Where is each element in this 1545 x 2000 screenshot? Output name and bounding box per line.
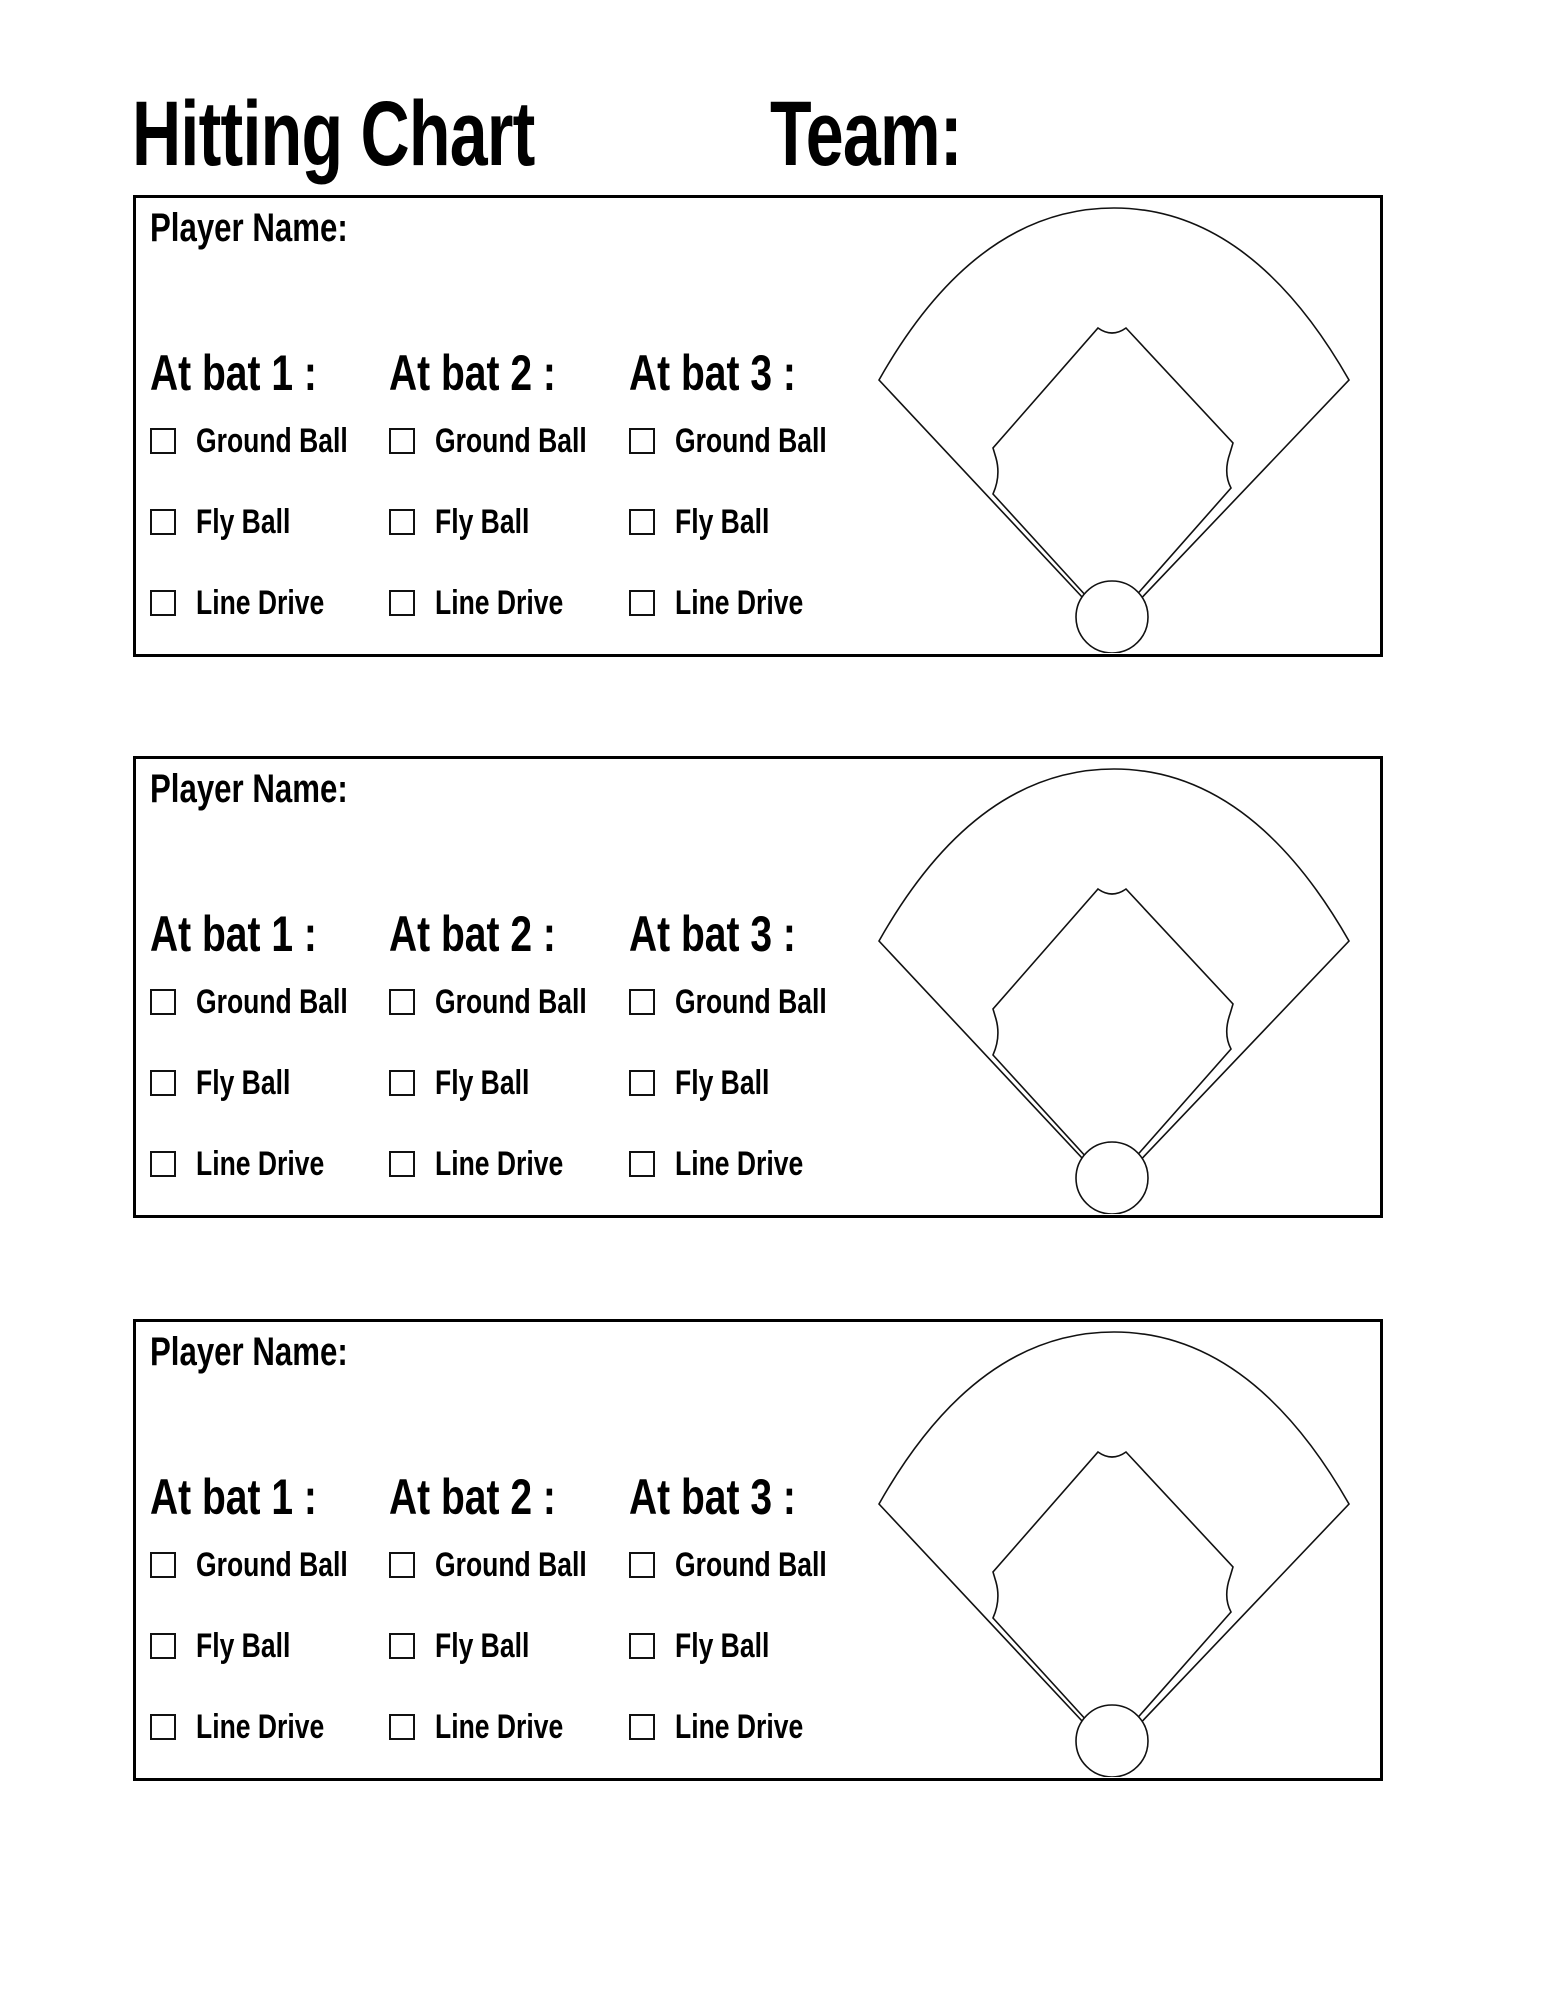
hit-type-option bbox=[150, 424, 391, 458]
player-card bbox=[133, 1319, 1383, 1781]
hit-type-label: Fly Ball bbox=[196, 1627, 291, 1665]
hit-type-label: Fly Ball bbox=[675, 1627, 770, 1665]
at-bat-title: At bat 1 : bbox=[150, 1469, 317, 1525]
hit-type-option bbox=[389, 1629, 556, 1663]
hit-type-checkbox[interactable] bbox=[389, 509, 415, 535]
hit-type-option bbox=[629, 985, 870, 1019]
hit-type-option bbox=[389, 586, 599, 620]
hit-type-checkbox[interactable] bbox=[389, 989, 415, 1015]
hit-type-label: Line Drive bbox=[675, 1145, 804, 1183]
hit-type-label: Fly Ball bbox=[435, 503, 530, 541]
hit-type-checkbox[interactable] bbox=[389, 428, 415, 454]
hit-type-label: Line Drive bbox=[435, 584, 564, 622]
hit-type-option bbox=[389, 1710, 599, 1744]
player-name-label: Player Name: bbox=[150, 767, 348, 811]
hit-type-label: Ground Ball bbox=[196, 983, 348, 1021]
hit-type-checkbox[interactable] bbox=[389, 1714, 415, 1740]
at-bat-group bbox=[150, 345, 380, 622]
hit-type-label: Fly Ball bbox=[675, 503, 770, 541]
hit-type-checkbox[interactable] bbox=[389, 1151, 415, 1177]
hit-type-label: Fly Ball bbox=[196, 503, 291, 541]
hit-type-option bbox=[150, 1066, 317, 1100]
hit-type-label: Fly Ball bbox=[196, 1064, 291, 1102]
hit-type-option bbox=[629, 424, 870, 458]
hit-type-label: Ground Ball bbox=[435, 983, 587, 1021]
hit-type-label: Fly Ball bbox=[675, 1064, 770, 1102]
hit-type-label: Line Drive bbox=[675, 584, 804, 622]
hit-type-checkbox[interactable] bbox=[629, 1070, 655, 1096]
at-bat-group bbox=[150, 906, 380, 1183]
hit-type-label: Ground Ball bbox=[435, 1546, 587, 1584]
at-bat-title: At bat 2 : bbox=[389, 906, 556, 962]
home-plate-circle bbox=[1076, 1142, 1148, 1214]
hit-type-checkbox[interactable] bbox=[389, 590, 415, 616]
player-card bbox=[133, 195, 1383, 657]
at-bat-title: At bat 3 : bbox=[629, 345, 796, 401]
hit-type-label: Line Drive bbox=[196, 1708, 325, 1746]
hit-type-option bbox=[150, 505, 317, 539]
home-plate-circle bbox=[1076, 581, 1148, 653]
at-bat-group bbox=[389, 1469, 619, 1746]
baseball-diamond-icon bbox=[871, 203, 1361, 653]
player-card bbox=[133, 756, 1383, 1218]
at-bat-title: At bat 3 : bbox=[629, 906, 796, 962]
hit-type-option bbox=[629, 1710, 839, 1744]
hit-type-option bbox=[389, 1066, 556, 1100]
player-name-label: Player Name: bbox=[150, 1330, 348, 1374]
hit-type-option bbox=[389, 424, 630, 458]
hit-type-option bbox=[629, 1548, 870, 1582]
hit-type-checkbox[interactable] bbox=[150, 989, 176, 1015]
hit-type-checkbox[interactable] bbox=[389, 1552, 415, 1578]
hit-type-option bbox=[629, 586, 839, 620]
hit-type-checkbox[interactable] bbox=[389, 1633, 415, 1659]
at-bat-group bbox=[629, 1469, 859, 1746]
hit-type-option bbox=[389, 985, 630, 1019]
hit-type-label: Ground Ball bbox=[675, 422, 827, 460]
hit-type-checkbox[interactable] bbox=[150, 1070, 176, 1096]
hit-type-checkbox[interactable] bbox=[629, 509, 655, 535]
hit-type-label: Line Drive bbox=[196, 584, 325, 622]
hit-type-option bbox=[389, 505, 556, 539]
hit-type-option bbox=[629, 505, 796, 539]
hit-type-checkbox[interactable] bbox=[629, 989, 655, 1015]
hit-type-label: Fly Ball bbox=[435, 1064, 530, 1102]
at-bat-group bbox=[389, 906, 619, 1183]
hit-type-option bbox=[150, 1710, 360, 1744]
hit-type-checkbox[interactable] bbox=[629, 1633, 655, 1659]
hit-type-checkbox[interactable] bbox=[150, 1714, 176, 1740]
hit-type-option bbox=[389, 1548, 630, 1582]
hit-type-checkbox[interactable] bbox=[629, 1714, 655, 1740]
hit-type-option bbox=[150, 1147, 360, 1181]
at-bat-group bbox=[629, 345, 859, 622]
hit-type-label: Ground Ball bbox=[196, 422, 348, 460]
hit-type-label: Ground Ball bbox=[675, 1546, 827, 1584]
hit-type-checkbox[interactable] bbox=[389, 1070, 415, 1096]
hit-type-checkbox[interactable] bbox=[629, 1552, 655, 1578]
hit-type-option bbox=[629, 1629, 796, 1663]
hit-type-option bbox=[150, 985, 391, 1019]
hit-type-option bbox=[150, 1629, 317, 1663]
hit-type-checkbox[interactable] bbox=[629, 1151, 655, 1177]
baseball-diamond-icon bbox=[871, 764, 1361, 1214]
at-bat-group bbox=[389, 345, 619, 622]
hit-type-checkbox[interactable] bbox=[150, 428, 176, 454]
at-bat-title: At bat 2 : bbox=[389, 1469, 556, 1525]
baseball-diamond-icon bbox=[871, 1327, 1361, 1777]
at-bat-group bbox=[150, 1469, 380, 1746]
at-bat-title: At bat 2 : bbox=[389, 345, 556, 401]
hit-type-checkbox[interactable] bbox=[150, 590, 176, 616]
hit-type-label: Ground Ball bbox=[675, 983, 827, 1021]
team-label: Team: bbox=[770, 83, 962, 185]
hit-type-option bbox=[150, 1548, 391, 1582]
at-bat-title: At bat 1 : bbox=[150, 345, 317, 401]
home-plate-circle bbox=[1076, 1705, 1148, 1777]
at-bat-group bbox=[629, 906, 859, 1183]
hit-type-label: Line Drive bbox=[435, 1145, 564, 1183]
hit-type-option bbox=[150, 586, 360, 620]
at-bat-title: At bat 3 : bbox=[629, 1469, 796, 1525]
hit-type-label: Line Drive bbox=[435, 1708, 564, 1746]
hit-type-label: Line Drive bbox=[196, 1145, 325, 1183]
hit-type-label: Line Drive bbox=[675, 1708, 804, 1746]
hit-type-checkbox[interactable] bbox=[150, 1151, 176, 1177]
hit-type-label: Ground Ball bbox=[196, 1546, 348, 1584]
hit-type-option bbox=[389, 1147, 599, 1181]
hit-type-checkbox[interactable] bbox=[629, 590, 655, 616]
hit-type-checkbox[interactable] bbox=[150, 509, 176, 535]
player-name-label: Player Name: bbox=[150, 206, 348, 250]
hit-type-checkbox[interactable] bbox=[629, 428, 655, 454]
hit-type-checkbox[interactable] bbox=[150, 1633, 176, 1659]
hit-type-option bbox=[629, 1066, 796, 1100]
hit-type-label: Ground Ball bbox=[435, 422, 587, 460]
at-bat-title: At bat 1 : bbox=[150, 906, 317, 962]
page-title: Hitting Chart bbox=[132, 83, 535, 185]
hit-type-checkbox[interactable] bbox=[150, 1552, 176, 1578]
hit-type-option bbox=[629, 1147, 839, 1181]
hit-type-label: Fly Ball bbox=[435, 1627, 530, 1665]
